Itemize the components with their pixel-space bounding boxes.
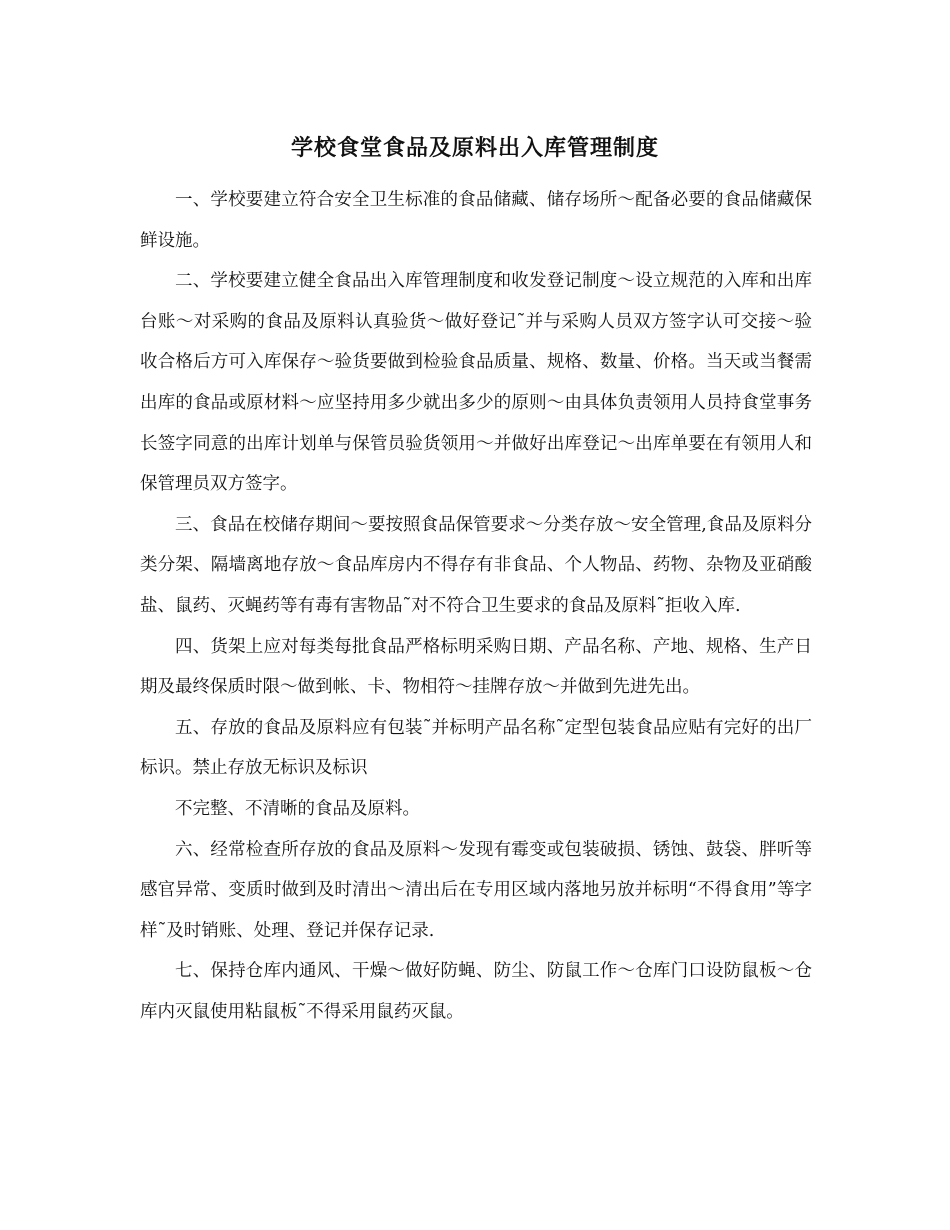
paragraph-7: 七、保持仓库内通风、干燥～做好防蝇、防尘、防鼠工作～仓库门口设防鼠板～仓库内灭鼠使用粘鼠板˜不得采用鼠药灭鼠。 <box>140 961 812 1022</box>
paragraph-3: 三、食品在校储存期间～要按照食品保管要求～分类存放～安全管理,食品及原料分类分架、隔墙离地存放～食品库房内不得存有非食品、个人物品、药物、杂物及亚硝酸盐、鼠药、灭蝇药等有毒有害物品˜对不符合卫生要求的食品及原料˜拒收入库. <box>140 514 812 616</box>
document-title: 学校食堂食品及原料出入库管理制度 <box>290 134 659 161</box>
paragraph-1: 一、学校要建立符合安全卫生标准的食品储藏、储存场所～配备必要的食品储藏保鲜设施。 <box>140 190 812 251</box>
paragraph-2: 二、学校要建立健全食品出入库管理制度和收发登记制度～设立规范的入库和出库台账～对采购的食品及原料认真验货～做好登记˜并与采购人员双方签字认可交接～验收合格后方可入库保存～验货要做到检验食品质量、规格、数量、价格。当天或当餐需出库的食品或原材料～应坚持用多少就出多少的原则～由具体负责领用人员持食堂事务长签字同意的出库计划单与保管员验货领用～并做好出库登记～出库单要在有领用人和保管理员双方签字。 <box>140 271 812 495</box>
paragraph-6: 六、经常检查所存放的食品及原料～发现有霉变或包装破损、锈蚀、鼓袋、胖听等感官异常、变质时做到及时清出～清出后在专用区域内落地另放并标明“不得食用”等字样˜及时销账、处理、登记并保存记录. <box>140 839 812 941</box>
paragraph-5: 五、存放的食品及原料应有包装˜并标明产品名称˜定型包装食品应贴有完好的出厂标识。禁止存放无标识及标识 <box>140 717 812 779</box>
paragraph-4: 四、货架上应对每类每批食品严格标明采购日期、产品名称、产地、规格、生产日期及最终保质时限～做到帐、卡、物相符～挂牌存放～并做到先进先出。 <box>140 636 812 698</box>
paragraph-5-continued: 不完整、不清晰的食品及原料。 <box>175 798 420 819</box>
document-body <box>140 180 812 1032</box>
